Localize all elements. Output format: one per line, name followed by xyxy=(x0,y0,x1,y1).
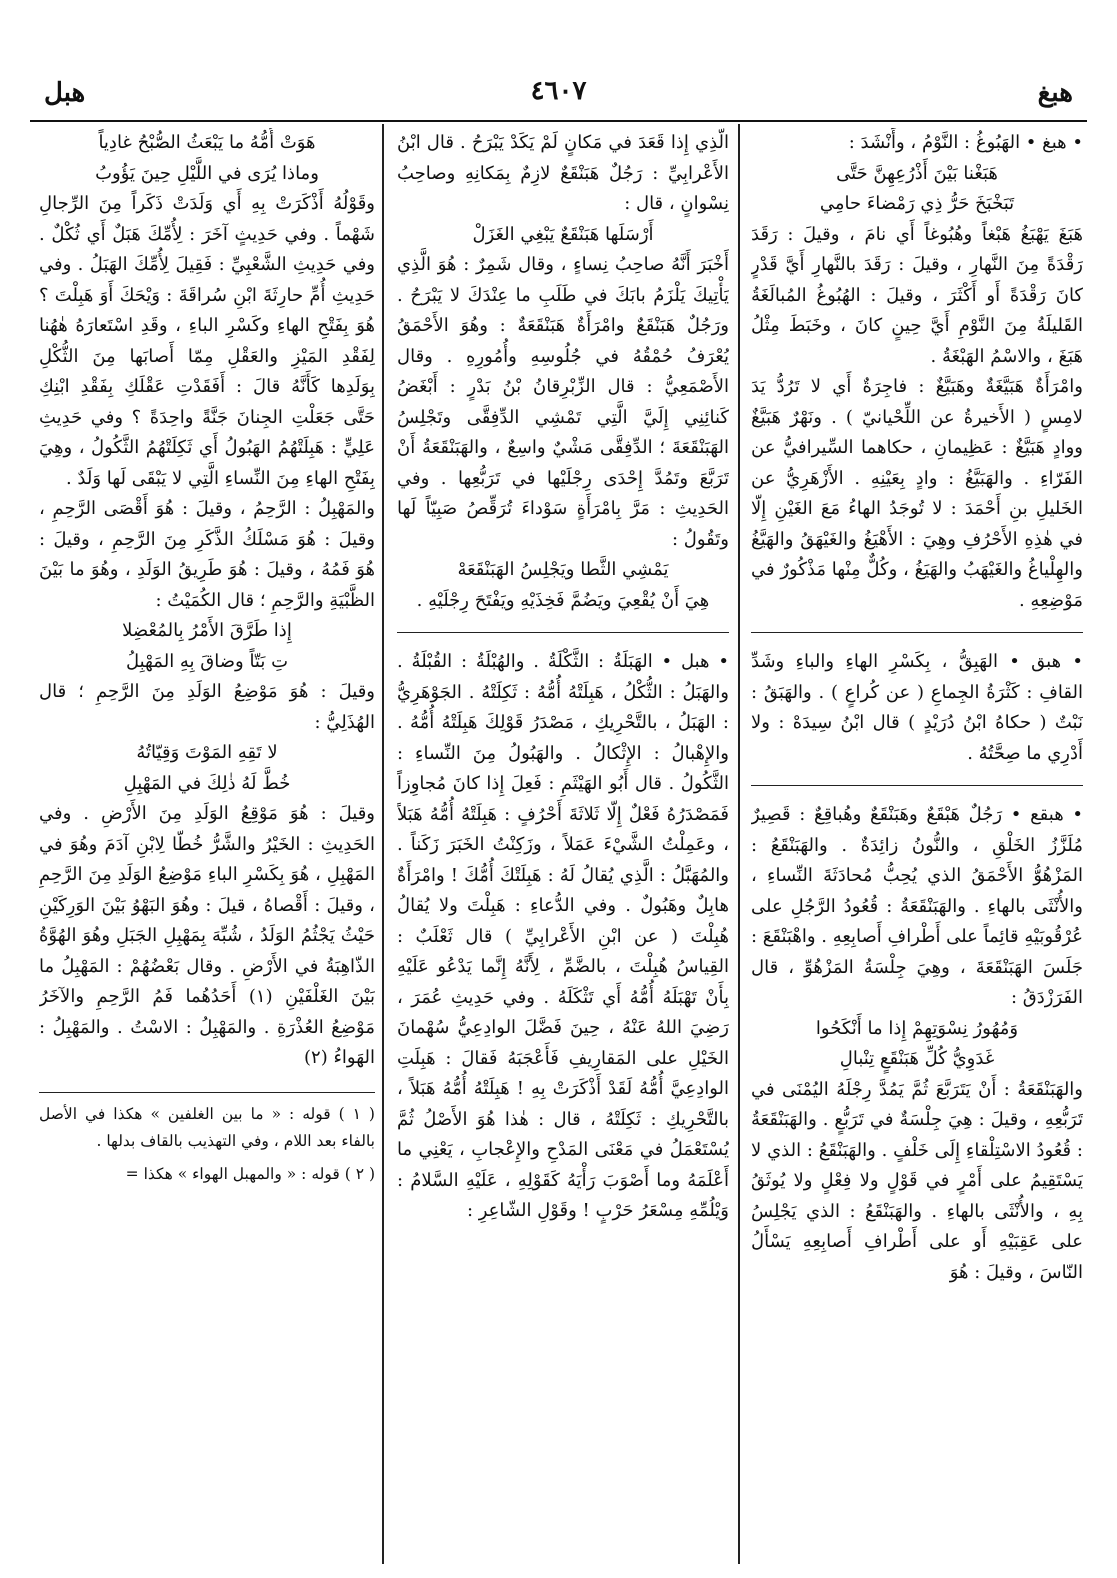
entry-text: وامْرَأَةٌ هَبَيَّغَةٌ وهَبَيَّغٌ : فاجِرَةٌ أَي لا تَرُدُّ يَدَ لامِسٍ ( الأَخيرةُ عن اللِّحْيانيّ ) . ونَهْرٌ هَبَيَّغٌ ووادٍ هَبَيَّغٌ : عَظِيمانِ ، حكاهما السِّيرافيُّ عن الفَرّاءِ . والهَبَيَّغُ : وادٍ بِعَيْنِهِ . الأَزْهَرِيُّ عن الخَليلِ بنِ أَحْمَدَ : لا تُوجَدُ الهاءُ مَعَ الغَيْنِ إِلّا في هٰذِهِ الأَحْرُفِ وهِيَ : الأَهْيَغُ والغَيْهَقُ والهَيَّغُ والهِلْياغُ والغَيْهَبُ والهَيَغُ ، وكُلٌّ مِنْها مَذْكُورٌ في مَوْضِعِهِ . xyxy=(751,376,1083,611)
verse-line: خُطَّ لَهُ ذٰلِكَ في المَهْبِلِ xyxy=(123,772,291,794)
entry-text: • هبق • الهَبِقُّ ، بِكَسْرِ الهاءِ والباءِ وشَدِّ القافِ : كَثْرَةُ الجِماعِ ( عن كُراعٍ ) . والهَبَقُ : نَبْتٌ ( حكاهُ ابْنُ دُرَيْدٍ ) قال ابْنُ سِيدَهْ : ولا أَدْرِي ما صِحَّتُهُ . xyxy=(751,651,1083,764)
entry-text: أَخْبَرَ أَنَّهُ صاحِبُ نِساءٍ ، وقال شَمِرٌ : هُوَ الَّذِي يَأْتِيكَ يَلْزَمُ بابَكَ في طَلَبِ ما عِنْدَكَ لا يَبْرَحُ . ورَجُلٌ هَبَنْقَعٌ وامْرَأَةٌ هَبَنْقَعَةٌ : وهُوَ الأَحْمَقُ يُعْرَفُ حُمْقُهُ في جُلُوسِهِ وأُمُورِهِ . وقال الأَصْمَعِيُّ : قال الزِّبْرِقانُ بْنُ بَدْرٍ : أَبْغَضُ كَنائِنِي إِلَيَّ الَّتِي تَمْشِي الدِّفِقَّى وتَجْلِسُ الهَبَنْقَعَةَ ؛ الدِّفِقَّى مَشْيٌ واسِعٌ ، والهَبَنْقَعَةُ أَنْ تَرَبَّعَ وتَمُدَّ إِحْدَى رِجْلَيْها في تَرَبُّعِها . وفي الحَدِيثِ : مَرَّ بِامْرَأَةٍ سَوْداءَ تُرَقِّصُ صَبِيّاً لَها وتَقُولُ : xyxy=(397,254,729,550)
footnote-rule xyxy=(39,1092,375,1093)
footnotes xyxy=(39,1092,375,1188)
verse-line: لا تَقِهِ المَوْتَ وَقِيّاتُهُ xyxy=(136,742,278,763)
running-headword-left: هبل xyxy=(44,78,86,108)
entry-hbqa-cont xyxy=(397,128,729,616)
entry-separator xyxy=(751,632,1083,633)
entry-text: الَّذِي إِذا قَعَدَ في مَكانٍ لَمْ يَكَدْ يَبْرَحُ . قال ابْنُ الأَعْرابِيِّ : رَجُلٌ هَبَنْقَعٌ لازِمٌ بِمَكانِهِ وصاحِبُ نِسْوانٍ ، قال : xyxy=(397,132,729,214)
verse-note: هِيَ أَنْ يُقْعِيَ ويَضُمَّ فَخِذَيْهِ ويَفْتَحَ رِجْلَيْهِ . xyxy=(416,589,710,611)
entry-hbq xyxy=(751,647,1083,769)
column-right xyxy=(751,128,1083,1568)
entry-text: والمَهْبِلُ : الرَّحِمُ ، وقيلَ : هُوَ أَقْصَى الرَّحِمِ ، وقيلَ : هُوَ مَسْلَكُ الذَّكَرِ مِنَ الرَّحِمِ ، وقيلَ : هُوَ فَمُهُ ، وقيلَ : هُوَ طَرِيقُ الوَلَدِ ، وهُوَ ما بَيْنَ الظَّبْيَةِ والرَّحِمِ ؛ قال الكُمَيْتُ : xyxy=(39,498,375,611)
entry-text: • هبقع • رَجُلٌ هَبْقَعٌ وهَبَنْقَعٌ وهُباقِعٌ : قَصِيرٌ مُلَزَّزُ الخَلْقِ ، والنُّونُ زائِدَةٌ . والهَبَنْقَعُ : المَزْهُوُّ الأَحْمَقُ الذي يُحِبُّ مُحادَثَةَ النِّساءِ ، والأُنْثَى بالهاءِ . والهَبَنْقَعَةُ : قُعُودُ الرَّجُلِ على عُرْقُوبَيْهِ قائِماً على أَطْرافِ أَصابِعِهِ . واهْبَنْقَعَ : جَلَسَ الهَبَنْقَعَةَ ، وهِيَ جِلْسَةُ المَزْهُوِّ ، قال الفَرَزْدَقُ : xyxy=(751,804,1083,1008)
entry-text: والهَبَنْقَعَةُ : أَنْ يَتَرَبَّعَ ثُمَّ يَمُدَّ رِجْلَهُ اليُمْنَى في تَرَبُّعِهِ ، وقيلَ : هِيَ جِلْسَةٌ في تَرَبُّعٍ . والهَبَنْقَعَةُ : قُعُودُ الاسْتِلْقاءِ إِلَى خَلْفٍ . والهَبَنْقَعُ : الذي لا يَسْتَقِيمُ على أَمْرٍ في قَوْلٍ ولا فِعْلٍ ولا يُوثَقُ بِهِ ، والأُنْثَى بالهاءِ . والهَبَنْقَعُ : الذي يَجْلِسُ على عَقِبَيْهِ أَو على أَطْرافِ أَصابِعِهِ يَسْأَلُ النّاسَ ، وقيلَ : هُوَ xyxy=(751,1078,1083,1283)
entry-separator xyxy=(397,632,729,633)
entry-text: وقيلَ : هُوَ مَوْقِعُ الوَلَدِ مِنَ الأَرْضِ . وفي الحَدِيثِ : الخَيْرُ والشَّرُّ خُطّا لِابْنِ آدَمَ وهُوَ في المَهْبِلِ ، هُوَ بِكَسْرِ الباءِ مَوْضِعُ الوَلَدِ مِنَ الرَّحِمِ ، وقيلَ : أَقْصاهُ ، قيلَ : وهُوَ البَهْوُ بَيْنَ الوَرِكَيْنِ حَيْثُ يَجْثُمُ الوَلَدُ ، شُبِّهَ بِمَهْبِلِ الجَبَلِ وهُوَ الهُوَّةُ الذّاهِبَةُ في الأَرْضِ . وقال بَعْضُهُمْ : المَهْبِلُ ما بَيْنَ الغَلْفَيْنِ (١) أَحَدُهُما فَمُ الرَّحِمِ والآخَرُ مَوْضِعُ العُذْرَةِ . والمَهْبِلُ : الاسْتُ . والمَهْبِلُ : الهَواءُ (٢) xyxy=(39,803,375,1068)
verse-line: تِ بَتّاً وضاقَ بِهِ المَهْبِلُ xyxy=(125,650,289,672)
verse-line: وَمُهُورُ نِسْوَتِهِمْ إِذا ما أَنْكَحُوا xyxy=(815,1017,1019,1039)
entry-hbl-cont xyxy=(39,128,375,1074)
verse-line: هَبَغْنا بَيْنَ أَذْرُعِهِنَّ حَتَّى xyxy=(836,162,998,184)
column-left xyxy=(39,128,375,1568)
entry-text: وقيلَ : هُوَ مَوْضِعُ الوَلَدِ مِنَ الرَّحِمِ ؛ قال الهُذَلِيُّ : xyxy=(39,681,375,733)
running-headword-right: هبغ xyxy=(1037,78,1073,108)
entry-text: وقَوْلُهُ أَذْكَرَتْ بِهِ أَي وَلَدَتْ ذَكَراً مِنَ الرِّجالِ شَهْماً . وفي حَدِيثٍ آخَرَ : لِأُمِّكَ هَبَلٌ أَي ثُكْلٌ . وفي حَدِيثِ الشَّعْبِيِّ : فَقِيلَ لِأُمِّكَ الهَبَلُ . وفي حَدِيثِ أُمِّ حارِثَةَ ابْنِ سُراقَةَ : وَيْحَكَ أَوَ هَبِلْتَ ؟ هُوَ بِفَتْحِ الهاءِ وكَسْرِ الباءِ ، وقَدِ اسْتَعارَهُ هٰهُنا لِفَقْدِ المَيْزِ والعَقْلِ مِمّا أَصابَها مِنَ الثُّكْلِ بِوَلَدِها كَأَنَّهُ قالَ : أَفَقَدْتِ عَقْلَكِ بِفَقْدِ ابْنِكِ حَتَّى جَعَلْتِ الجِنانَ جَنَّةً واحِدَةً ؟ وفي حَدِيثِ عَلِيٍّ : هَبِلَتْهُمُ الهَبُولُ أَي ثَكِلَتْهُمُ الثَّكُولُ ، وهِيَ بِفَتْحِ الهاءِ مِنَ النِّساءِ الَّتِي لا يَبْقَى لَها وَلَدٌ . xyxy=(39,193,375,489)
footnote-list xyxy=(39,1101,375,1188)
entry-text: • هبغ • الهَبُوغُ : النَّوْمُ ، وأَنْشَدَ : xyxy=(848,132,1083,153)
column-divider-2 xyxy=(382,124,384,1564)
entry-hbl xyxy=(397,647,729,1227)
entry-text: هَبَغَ يَهْبَغُ هَبْغاً وهُبُوغاً أَي نامَ ، وقيلَ : رَقَدَ رَقْدَةً مِنَ النَّهارِ ، وقيلَ : رَقَدَ بالنَّهارِ أَيَّ قَدْرٍ كانَ رَقْدَةً أَو أَكْثَرَ ، وقيلَ : الهُبُوغُ المُبالَغَةُ القَليلَةُ مِنَ النَّوْمِ أَيَّ حِينٍ كانَ ، وخَبَطَ مِثْلُ هَبَغَ ، والاسْمُ الهَبْغَةُ . xyxy=(751,223,1083,367)
page-number: ٤٦٠٧ xyxy=(530,76,587,106)
verse-line: إِذا طَرَّقَ الأَمْرُ بِالمُعْضِلا xyxy=(122,620,292,641)
verse-line: غَدَوِيُّ كُلِّ هَبَنْقَعٍ تِنْبالِ xyxy=(839,1048,995,1069)
entry-hbgh xyxy=(751,128,1083,616)
verse-line: تَبَخْبَخَ حَرُّ ذِي رَمْضاءَ حامِي xyxy=(819,193,1015,214)
header-rule xyxy=(30,120,1087,122)
footnote-1: ( ١ ) قوله : « ما بين الغلفين » هكذا في الأصل بالفاء بعد اللام ، وفي التهذيب بالقاف بدلها . xyxy=(39,1104,375,1150)
column-divider-1 xyxy=(738,124,740,1564)
verse-line: يَمْشِي الثَّطا ويَجْلِسُ الهَبَنْقَعَهْ xyxy=(457,559,669,580)
verse-line: وماذا يُرَى في اللَّيْلِ حِينَ يَؤُوبُ xyxy=(95,162,319,184)
page-header xyxy=(34,72,1083,116)
entry-hbqa xyxy=(751,800,1083,1288)
verse-line: هَوَتْ أُمُّهُ ما يَبْعَثُ الصُّبْحُ غادِياً xyxy=(98,132,316,153)
entry-text: • هبل • الهَبَلَةُ : الثَّكْلَةُ . والهُبْلَةُ : القُبْلَةُ . والهَبَلُ : الثُّكْلُ ، هَبِلَتْهُ أُمُّهُ : ثَكِلَتْهُ . الجَوْهَرِيُّ : الهَبَلُ ، بالتَّحْرِيكِ ، مَصْدَرُ قَوْلِكَ هَبِلَتْهُ أُمُّهُ . والإِهْبالُ : الإِثْكالُ . والهَبُولُ مِنَ النِّساءِ : الثَّكُولُ . قال أَبُو الهَيْثَمِ : فَعِلَ إِذا كانَ مُجاوِزاً فَمَصْدَرُهُ فَعْلٌ إِلّا ثَلاثَةَ أَحْرُفٍ : هَبِلَتْهُ أُمُّهُ هَبَلاً ، وعَمِلْتُ الشَّيْءَ عَمَلاً ، وزَكِنْتُ الخَبَرَ زَكَناً . والمُهَبَّلُ : الَّذِي يُقالُ لَهُ : هَبِلَتْكَ أُمُّكَ ! وامْرَأَةٌ هابِلٌ وهَبُولٌ . وفي الدُّعاءِ : هَبِلْتَ ولا يُقالُ هُبِلْتَ ( عن ابْنِ الأَعْرابِيِّ ) قال ثَعْلَبٌ : القِياسُ هُبِلْتَ ، بالضَّمِّ ، لِأَنَّهُ إِنَّما يَدْعُو عَلَيْهِ بِأَنْ تَهْبَلَهُ أُمُّهُ أَي تَثْكَلَهُ . وفي حَدِيثِ عُمَرَ ، رَضِيَ اللهُ عَنْهُ ، حِينَ فَضَّلَ الوادِعِيُّ سُهْمانَ الخَيْلِ على المَقارِيفِ فَأَعْجَبَهُ فَقالَ : هَبِلَتِ الوادِعِيَّ أُمُّهُ لَقَدْ أَذْكَرَتْ بِهِ ! هَبِلَتْهُ أُمُّهُ هَبَلاً ، بالتَّحْرِيكِ : ثَكِلَتْهُ ، قال : هٰذا هُوَ الأَصْلُ ثُمَّ يُسْتَعْمَلُ في مَعْنَى المَدْحِ والإِعْجابِ ، يَعْنِي ما أَعْلَمَهُ وما أَصْوَبَ رَأْيَهُ كَقَوْلِهِ ، عَلَيْهِ السَّلامُ : وَيْلُمِّهِ مِسْعَرُ حَرْبٍ ! وقَوْلِ الشّاعِرِ : xyxy=(397,651,729,1221)
verse-line: أَرْسَلَها هَبَنْقَعٌ يَبْغِي الغَزَلْ xyxy=(472,223,654,245)
column-middle xyxy=(397,128,729,1568)
entry-separator xyxy=(751,785,1083,786)
footnote-2: ( ٢ ) قوله : « والمهبل الهواء » هكذا = xyxy=(125,1164,375,1183)
